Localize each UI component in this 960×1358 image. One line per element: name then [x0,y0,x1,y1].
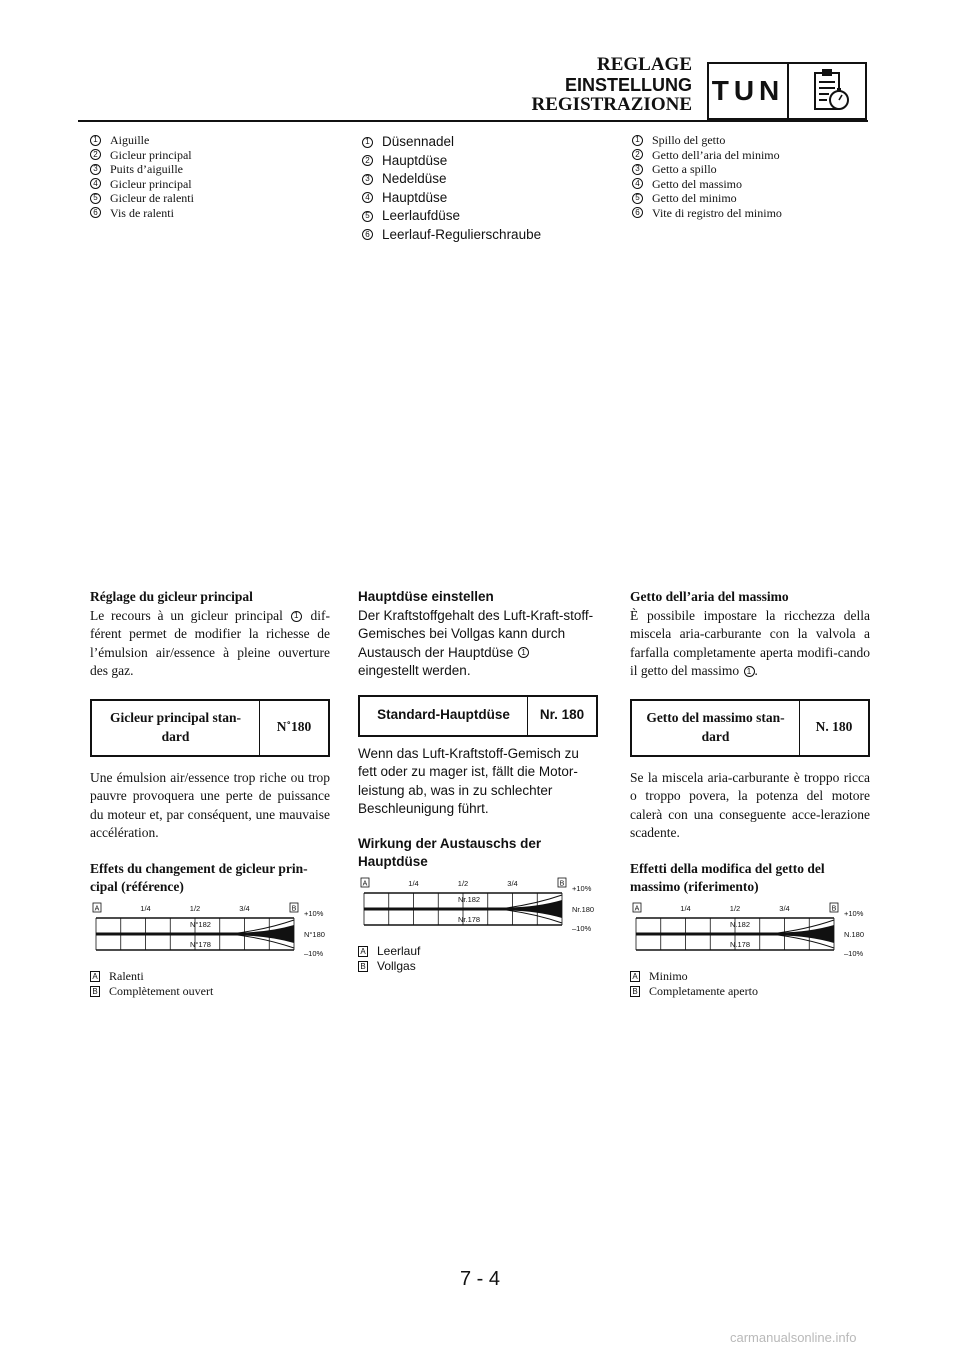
callout-number: 2 [632,149,643,160]
spec-value-fr: N˚180 [276,719,312,735]
spec-table-fr [90,699,330,757]
legend-item [362,152,541,171]
legend-item [632,206,782,221]
intro-de: Der Kraftstoffgehalt des Luft-Kraft-stoff-Gemisches bei Vollgas kann durch Austausch der Hauptdüse 1 eingestellt werden. [358,607,594,678]
label-plus-ten: +10% [572,883,592,893]
label-lower-jet: N°178 [190,939,211,949]
legend-it [632,133,782,220]
column-de [358,588,598,974]
legend-item [632,191,782,206]
callout-number: 5 [90,193,101,204]
label-minus-ten: –10% [572,923,592,933]
jet-chart-de [358,876,608,944]
body-de: Wenn das Luft-Kraftstoff-Gemisch zu fett oder zu mager ist, fällt die Motor-leistung ab, was in zu schlechter Beschleunigung führt. [358,745,579,816]
section-code-box [707,62,789,120]
intro-fr: Le recours à un gicleur principal 1 dif-férent permet de modifier la richesse de l’émulsion air/essence à pleine ouverture des gaz. [90,607,330,678]
label-upper-jet: Nr.182 [458,894,481,904]
legend-text: Getto del minimo [652,191,737,205]
legend-text: Hauptdüse [382,152,448,168]
legend-item [90,206,194,221]
legend-text: Puits d’aiguille [110,162,183,176]
header-rule [78,120,868,122]
jet-chart-it [630,901,880,969]
marker-b: B [559,880,565,887]
heading-it: Getto dell’aria del massimo [630,589,789,604]
legend-item [632,177,782,192]
chart-key-it [630,969,870,999]
jet-chart-fr [90,901,340,969]
tick-quarter: 1/4 [408,878,419,888]
marker-a: A [634,905,640,912]
title-it: REGISTRAZIONE [531,94,692,115]
tick-half: 1/2 [729,903,741,913]
legend-item [90,162,194,177]
callout-number: 2 [362,155,373,166]
spec-label-de: Standard-Hauptdüse [360,697,528,735]
callout-number: 2 [90,149,101,160]
legend-text: Getto del massimo [652,176,742,191]
spec-value-it: N. 180 [815,719,853,735]
callout-number: 3 [90,164,101,175]
callout-number: 5 [362,211,373,222]
key-marker-b: B [90,986,100,997]
legend-de [362,133,541,244]
legend-text: Gicleur principal [110,147,192,162]
legend-text: Hauptdüse [382,189,448,205]
title-de: EINSTELLUNG [564,75,692,95]
legend-item [362,207,541,226]
callout-number: 4 [632,178,643,189]
tick-three-quarter: 3/4 [779,903,790,913]
jet-chart-svg [358,876,608,944]
tick-half: 1/2 [189,903,201,913]
key-marker-a: A [630,971,640,982]
key-b-it: Completamente aperto [649,983,758,998]
legend-text: Vite di registro del minimo [652,205,782,220]
legend-text: Aiguille [110,133,150,147]
legend-item [362,133,541,152]
legend-item [90,133,194,148]
jet-chart-svg [630,901,880,969]
legend-text: Getto a spillo [652,162,717,176]
callout-number: 4 [362,192,373,203]
marker-b: B [831,905,837,912]
clipboard-stopwatch-icon [789,64,865,118]
legend-fr [90,133,194,220]
label-minus-ten: –10% [844,948,864,958]
legend-text: Gicleur principal [110,176,192,191]
page-number: 7 - 4 [459,1268,501,1290]
column-fr [90,588,330,999]
callout-number: 3 [362,174,373,185]
marker-b: B [291,905,297,912]
ref-marker: 1 [744,666,755,677]
body-it: Se la miscela aria-carburante è troppo ricca o troppo povera, la potenza del motore calerà con una conseguente acce-lerazione scadente. [630,769,870,840]
legend-item [632,133,782,148]
legend-text: Leerlauf-Regulierschraube [382,226,542,242]
label-lower-jet: N.178 [730,939,751,949]
spec-label-it: Getto del massimo stan-dard [632,701,800,755]
label-plus-ten: +10% [304,908,324,918]
heading-fr: Réglage du gicleur principal [90,589,253,604]
callout-number: 1 [362,137,373,148]
column-it [630,588,870,999]
key-a-it: Minimo [649,968,688,983]
chart-key-de [358,944,598,974]
marker-a: A [94,905,100,912]
tick-half: 1/2 [457,878,469,888]
spec-table-de [358,695,598,737]
section-title [532,55,693,115]
key-a-fr: Ralenti [109,968,144,983]
watermark: carmanualsonline.info [730,1330,857,1345]
legend-item [632,162,782,177]
heading-de: Hauptdüse einstellen [358,589,494,604]
key-marker-a: A [90,971,100,982]
spec-label-fr: Gicleur principal stan-dard [92,701,260,755]
tick-three-quarter: 3/4 [239,903,250,913]
key-marker-b: B [358,961,368,972]
tick-quarter: 1/4 [140,903,151,913]
legend-item [632,148,782,163]
label-plus-ten: +10% [844,908,864,918]
chart-key-fr [90,969,330,999]
legend-item [362,189,541,208]
effects-heading-it: Effetti della modifica del getto del massimo (riferimento) [630,860,825,894]
body-fr: Une émulsion air/essence trop riche ou trop pauvre provoquera une perte de puissance du moteur et, par conséquent, une mauvaise accélération. [90,769,330,840]
legend-text: Leerlaufdüse [382,208,461,223]
marker-a: A [362,880,368,887]
label-standard: Nr.180 [572,904,595,914]
key-a-de: Leerlauf [377,943,421,958]
legend-text: Düsennadel [382,134,455,149]
intro-it: È possibile impostare la ricchezza della miscela aria-carburante con la valvola a farfalla completamente aperta modifi-cando il getto del massimo 1 . [630,607,870,678]
key-b-fr: Complètement ouvert [109,983,214,998]
label-lower-jet: Nr.178 [458,914,481,924]
callout-number: 1 [90,135,101,146]
label-upper-jet: N.182 [730,919,751,929]
legend-text: Getto dell’aria del minimo [652,147,780,162]
legend-item [90,177,194,192]
legend-item [362,170,541,189]
section-code: TUN [711,75,785,106]
key-marker-a: A [358,946,368,957]
label-standard: N.180 [844,929,865,939]
callout-number: 1 [632,135,643,146]
callout-number: 6 [632,207,643,218]
section-icon-box [787,62,867,120]
label-minus-ten: –10% [304,948,324,958]
callout-number: 4 [90,178,101,189]
key-b-de: Vollgas [377,958,416,973]
title-fr: REGLAGE [596,54,692,75]
effects-heading-de: Wirkung der Austauschs der Hauptdüse [358,835,542,869]
legend-item [90,148,194,163]
legend-text: Gicleur de ralenti [110,191,194,205]
legend-text: Vis de ralenti [110,205,174,220]
tick-three-quarter: 3/4 [507,878,518,888]
key-marker-b: B [630,986,640,997]
legend-item [362,226,541,245]
callout-number: 5 [632,193,643,204]
callout-number: 3 [632,164,643,175]
label-standard: N°180 [304,929,325,939]
ref-marker: 1 [518,647,529,658]
effects-heading-fr: Effets du changement de gicleur prin-cipal (référence) [90,860,308,894]
jet-chart-svg [90,901,340,969]
callout-number: 6 [362,229,373,240]
legend-text: Spillo del getto [652,133,726,147]
legend-text: Nedeldüse [382,171,447,186]
spec-value-de: Nr. 180 [539,707,585,723]
legend-item [90,191,194,206]
label-upper-jet: N°182 [190,919,211,929]
ref-marker: 1 [291,611,302,622]
tick-quarter: 1/4 [680,903,691,913]
spec-table-it [630,699,870,757]
callout-number: 6 [90,207,101,218]
